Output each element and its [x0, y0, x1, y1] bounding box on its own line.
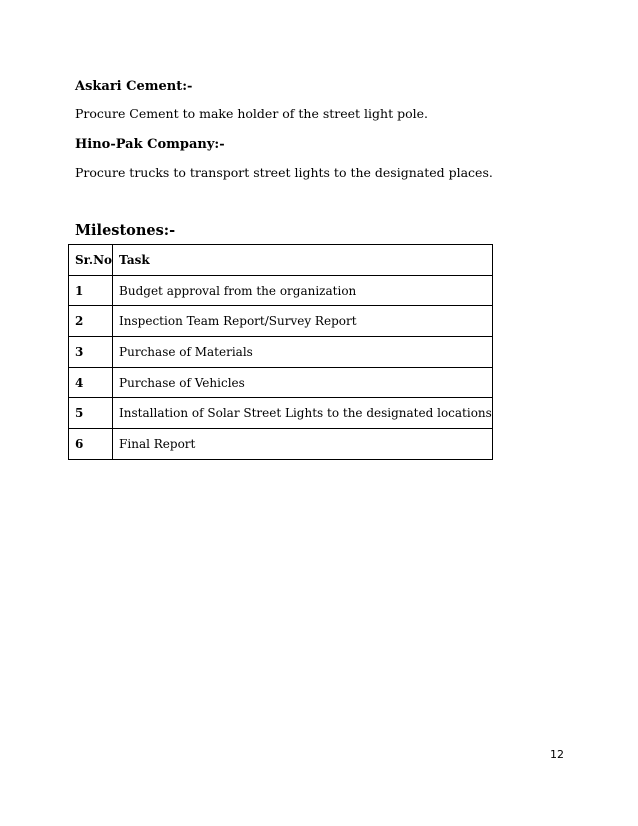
section-heading-askari-cement: Askari Cement:- — [75, 79, 193, 94]
table-row — [69, 398, 493, 429]
row-task: Purchase of Vehicles — [113, 367, 493, 398]
section-text-askari-cement: Procure Cement to make holder of the street light pole. — [75, 106, 428, 121]
section-heading-hino-pak: Hino-Pak Company:- — [75, 137, 225, 152]
row-task: Final Report — [113, 429, 493, 460]
row-task: Installation of Solar Street Lights to the designated locations — [113, 398, 493, 429]
row-number: 3 — [69, 337, 113, 368]
page-number: 12 — [550, 748, 564, 761]
table-row — [69, 367, 493, 398]
milestones-table — [68, 244, 493, 460]
header-sr-no: Sr.No — [69, 245, 113, 276]
table-row — [69, 306, 493, 337]
table-row — [69, 337, 493, 368]
row-task: Budget approval from the organization — [113, 275, 493, 306]
table-row — [69, 429, 493, 460]
row-number: 4 — [69, 367, 113, 398]
row-number: 2 — [69, 306, 113, 337]
table-header-row — [69, 245, 493, 276]
row-number: 1 — [69, 275, 113, 306]
header-task: Task — [113, 245, 493, 276]
row-number: 6 — [69, 429, 113, 460]
milestones-title: Milestones:- — [75, 222, 176, 239]
row-task: Purchase of Materials — [113, 337, 493, 368]
row-task: Inspection Team Report/Survey Report — [113, 306, 493, 337]
table-row — [69, 275, 493, 306]
row-number: 5 — [69, 398, 113, 429]
section-text-hino-pak: Procure trucks to transport street lights to the designated places. — [75, 165, 493, 180]
